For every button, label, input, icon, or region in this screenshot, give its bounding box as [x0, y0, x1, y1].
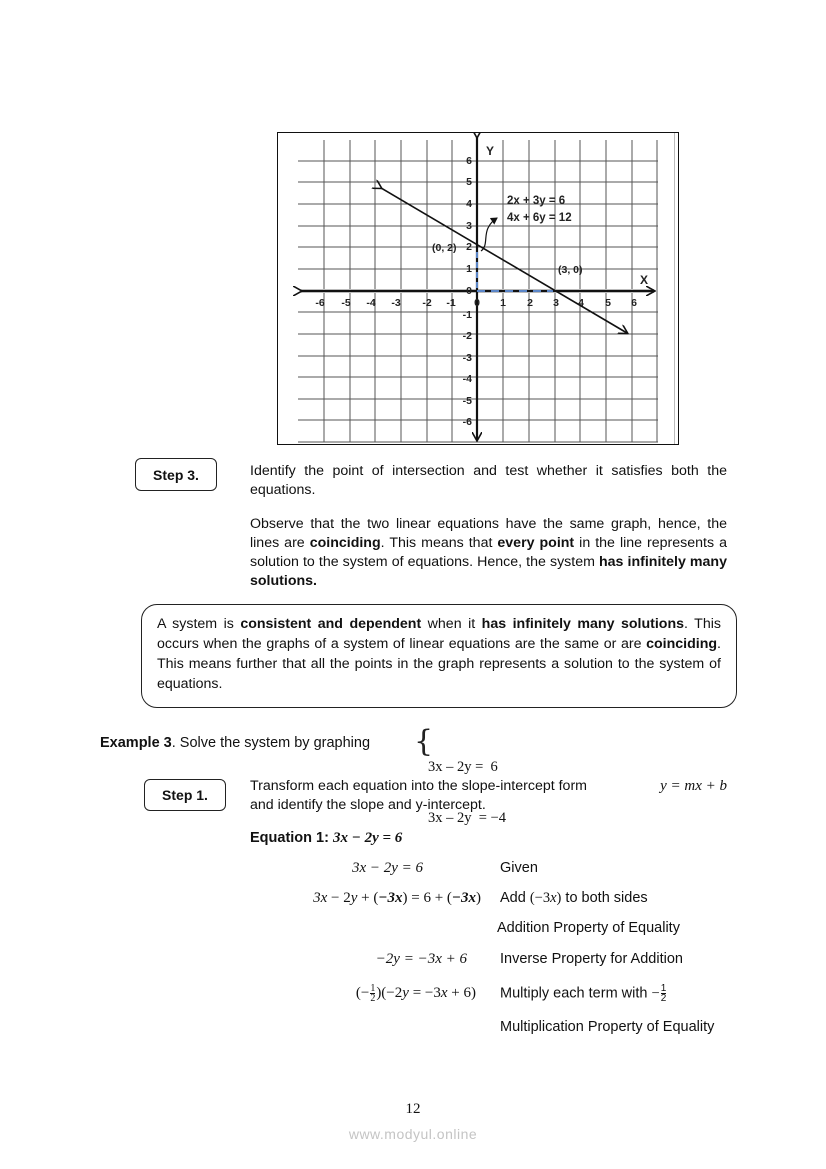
step-1-instruction: Transform each equation into the slope-intercept form y = mx + b and identify the slope and y-intercept.	[250, 778, 727, 813]
example-label: Example 3	[100, 735, 172, 751]
derivation-step-1-reason: Given	[500, 860, 538, 876]
svg-text:-4: -4	[365, 296, 376, 309]
svg-text:3: 3	[552, 296, 559, 309]
step-1-label: Step 1.	[162, 787, 208, 803]
svg-text:3: 3	[465, 219, 472, 232]
svg-text:5: 5	[465, 175, 472, 188]
system-brace: {	[414, 724, 434, 759]
svg-text:4: 4	[465, 197, 472, 210]
svg-text:2: 2	[526, 296, 533, 309]
step-3-badge	[135, 458, 217, 491]
derivation-step-2-equation: 3x − 2y + (−3x) = 6 + (−3x)	[313, 890, 481, 906]
svg-text:(0, 2): (0, 2)	[431, 241, 457, 254]
svg-text:0: 0	[473, 296, 480, 309]
svg-text:-1: -1	[445, 296, 456, 309]
watermark: www.modyul.online	[348, 1126, 478, 1142]
svg-text:-5: -5	[462, 394, 472, 407]
derivation-step-5-equation: (− $\frac{1}{2}$ )(−2y = −3x + 6)	[355, 983, 476, 1004]
svg-text:-3: -3	[462, 351, 472, 364]
svg-text:X: X	[639, 272, 648, 287]
derivation-step-5-reason: Multiply each term with − $\frac{1}{2}$	[500, 983, 667, 1004]
svg-text:2: 2	[465, 240, 472, 253]
system-equation-2: 3x – 2y = −4	[428, 810, 506, 826]
definition-callout	[141, 604, 737, 708]
step-3-explanation: Observe that the two linear equations have the same graph, hence, the lines are coinciding. This means that every point in the line represents a solution to the system of equations. Hence, the system has infinitely many solutions.	[250, 516, 727, 589]
step-1-badge	[144, 779, 226, 811]
derivation-step-2-reason: Add (−3x) to both sides	[500, 890, 648, 906]
system-equation-1: 3x – 2y = 6	[428, 759, 498, 775]
svg-text:-6: -6	[462, 415, 472, 428]
svg-text:Y: Y	[485, 143, 494, 158]
svg-text:0: 0	[465, 284, 472, 297]
coordinate-graph	[277, 132, 679, 445]
svg-text:-6: -6	[314, 296, 325, 309]
svg-text:-5: -5	[340, 296, 351, 309]
derivation-step-6-reason: Multiplication Property of Equality	[500, 1019, 715, 1035]
svg-text:-2: -2	[421, 296, 432, 309]
definition-text: A system is consistent and dependent when it has infinitely many solutions. This occurs when the graphs of a system of linear equations are the same or are coinciding. This means further that all the points in the graph represents a solution to the system of equations.	[157, 616, 721, 692]
equation-1-heading: Equation 1: 3x − 2y = 6	[250, 830, 403, 846]
svg-text:-3: -3	[390, 296, 401, 309]
step-3-instruction: Identify the point of intersection and test whether it satisfies both the equations.	[250, 463, 727, 498]
svg-text:-4: -4	[462, 372, 472, 385]
svg-text:1: 1	[465, 262, 472, 275]
svg-text:1: 1	[499, 296, 506, 309]
derivation-step-4-reason: Inverse Property for Addition	[500, 951, 683, 967]
svg-text:-1: -1	[462, 308, 472, 321]
example-prompt: . Solve the system by graphing	[171, 735, 371, 751]
svg-text:6: 6	[465, 154, 472, 167]
svg-text:2x + 3y = 6: 2x + 3y = 6	[506, 194, 565, 207]
derivation-step-4-equation: −2y = −3x + 6	[375, 951, 467, 967]
svg-text:4x + 6y = 12: 4x + 6y = 12	[506, 211, 572, 224]
svg-text:-2: -2	[462, 329, 472, 342]
example-3-heading	[100, 735, 370, 751]
step-3-label: Step 3.	[153, 466, 199, 483]
page-number: 12	[405, 1101, 421, 1117]
derivation-step-1-equation: 3x − 2y = 6	[351, 860, 423, 876]
graph-svg	[277, 132, 679, 445]
svg-text:5: 5	[604, 296, 611, 309]
svg-text:4: 4	[577, 296, 584, 309]
derivation-step-3-reason: Addition Property of Equality	[497, 920, 680, 936]
svg-text:6: 6	[630, 296, 637, 309]
svg-text:(3, 0): (3, 0)	[557, 263, 583, 276]
